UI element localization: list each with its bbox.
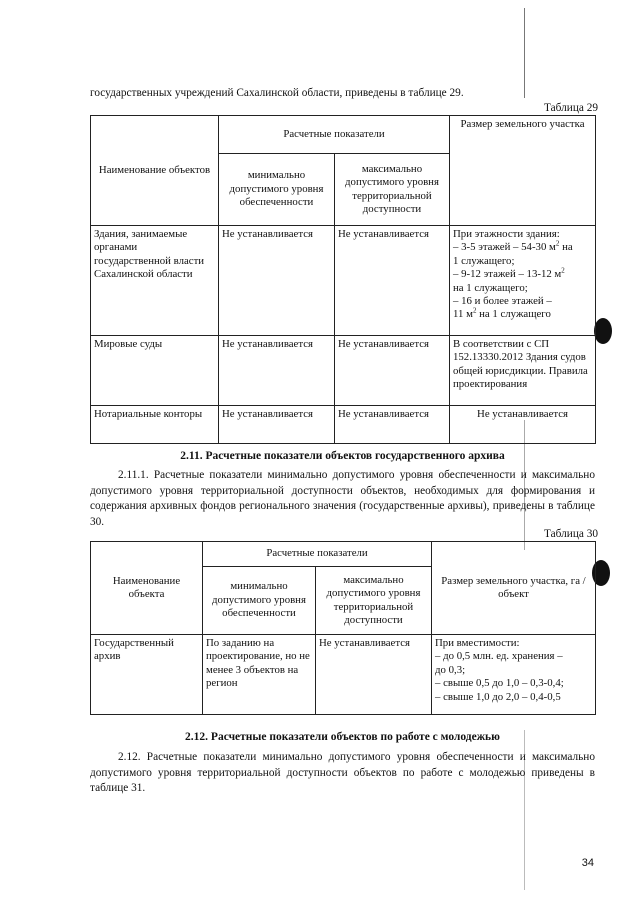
table-row <box>91 406 596 444</box>
table29-head-land: Размер земельного участка <box>450 116 596 226</box>
table30-head-max: максимально допустимого уровня территориальной доступности <box>316 567 432 635</box>
table30-head-calc: Расчетные показатели <box>203 542 432 567</box>
table30-row1-min: По заданию на проектирование, но не менее 3 объектов на регион <box>203 635 316 715</box>
table29-head-calc: Расчетные показатели <box>219 116 450 154</box>
table30-head-min: минимально допустимого уровня обеспеченности <box>203 567 316 635</box>
table30-row1-max: Не устанавливается <box>316 635 432 715</box>
table30 <box>90 541 596 715</box>
table-row <box>91 635 596 715</box>
punch-hole-mark <box>594 318 612 344</box>
table30-row1-land: При вместимости: – до 0,5 млн. ед. хранения – до 0,3; – свыше 0,5 до 1,0 – 0,3-0,4; – свыше 1,0 до 2,0 – 0,4-0,5 <box>432 635 596 715</box>
table29-row3-min: Не устанавливается <box>219 406 335 444</box>
section-2-12-heading: 2.12. Расчетные показатели объектов по работе с молодежью <box>185 731 500 743</box>
section-2-12-paragraph: 2.12. Расчетные показатели минимально допустимого уровня обеспеченности и максимально допустимого уровня территориальной доступности объектов по работе с молодежью приведены в таблице 31. <box>90 751 595 795</box>
table29-head-min: минимально допустимого уровня обеспеченности <box>219 154 335 226</box>
table29-head-max: максимально допустимого уровня территориальной доступности <box>335 154 450 226</box>
table29-row2-name: Мировые суды <box>91 336 219 406</box>
table29-row2-max: Не устанавливается <box>335 336 450 406</box>
table29-head-name: Наименование объектов <box>91 116 219 226</box>
section-2-11-heading: 2.11. Расчетные показатели объектов государственного архива <box>180 450 505 462</box>
table30-caption: Таблица 30 <box>544 528 598 540</box>
table29-row1-land: При этажности здания: – 3-5 этажей – 54-30 $м^2$ на 1 служащего; – 9-12 этажей – 13-12 $м^2$ на 1 служащего; – 16 и более этажей – 11 $м^2$ на 1 служащего <box>450 226 596 336</box>
table29-row1-max: Не устанавливается <box>335 226 450 336</box>
section-2-11-paragraph: 2.11.1. Расчетные показатели минимально допустимого уровня обеспеченности и максимально допустимого уровня территориальной доступности объектов, необходимых для формирования и содержания архивных фондов регионального значения (государственные архивы), приведены в таблице 30. <box>90 469 595 528</box>
table29-row1-name: Здания, занимаемые органами государственной власти Сахалинской области <box>91 226 219 336</box>
table30-head-land: Размер земельного участка, га / объект <box>432 542 596 635</box>
table29 <box>90 115 596 444</box>
table-row <box>91 336 596 406</box>
table29-row3-max: Не устанавливается <box>335 406 450 444</box>
table-row <box>91 226 596 336</box>
table29-row2-land: В соответствии с СП 152.13330.2012 Здания судов общей юрисдикции. Правила проектирования <box>450 336 596 406</box>
table29-row3-name: Нотариальные конторы <box>91 406 219 444</box>
scan-margin-rule <box>524 8 525 98</box>
table29-row1-min: Не устанавливается <box>219 226 335 336</box>
table29-caption: Таблица 29 <box>544 102 598 114</box>
table30-head-name: Наименование объекта <box>91 542 203 635</box>
table30-row1-name: Государственный архив <box>91 635 203 715</box>
intro-line: государственных учреждений Сахалинской области, приведены в таблице 29. <box>90 87 464 99</box>
table29-row3-land: Не устанавливается <box>450 406 596 444</box>
page-number: 34 <box>581 857 594 869</box>
table29-row2-min: Не устанавливается <box>219 336 335 406</box>
